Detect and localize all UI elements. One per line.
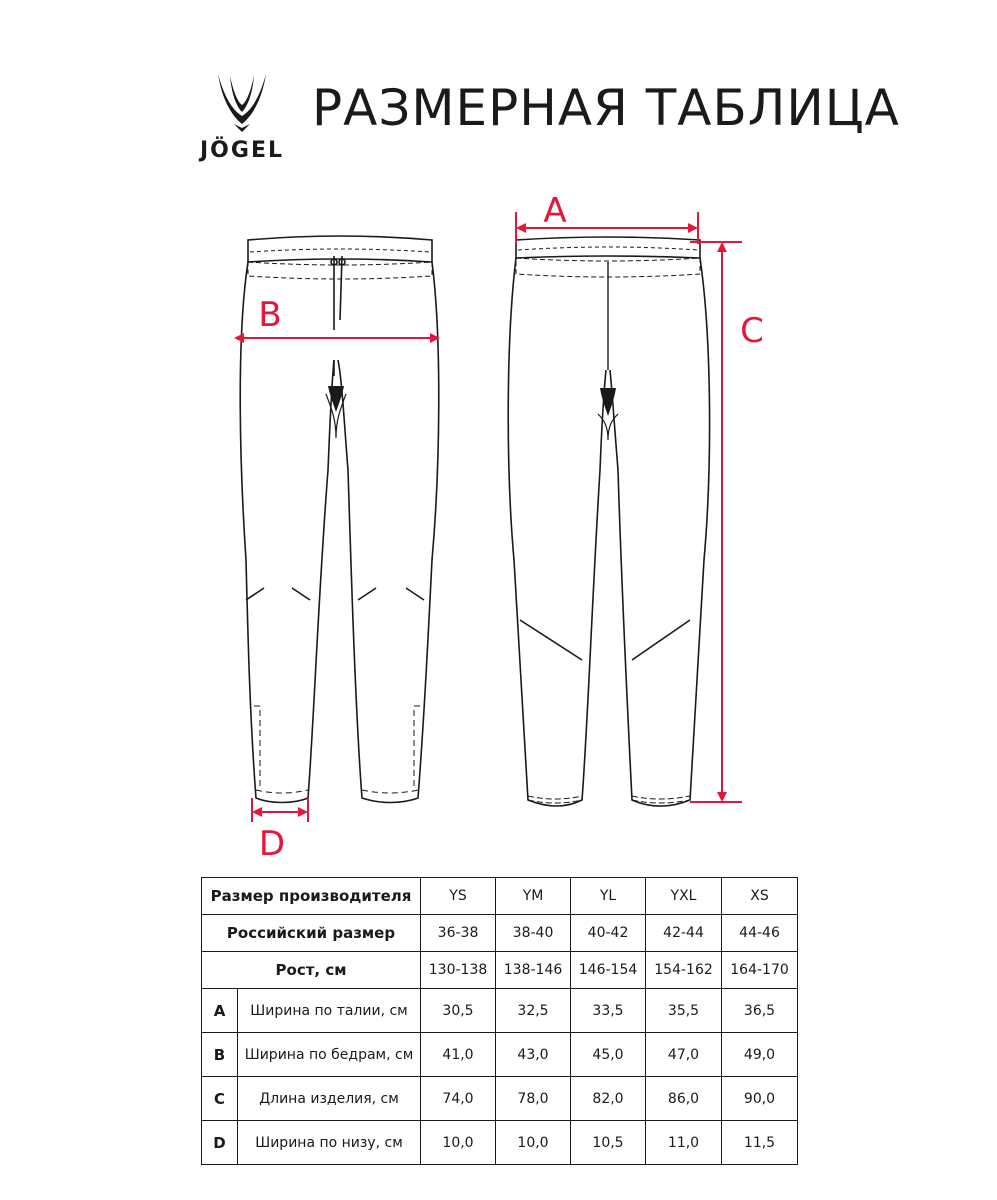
size-cell: YL [571,878,646,915]
height-cell: 146-154 [571,952,646,989]
height-cell: 164-170 [722,952,798,989]
row-letter: C [202,1077,238,1121]
value-cell: 11,5 [722,1121,798,1165]
label-d: D [258,824,286,864]
value-cell: 30,5 [421,989,496,1033]
label-a: A [543,191,567,231]
height-cell: 130-138 [421,952,496,989]
value-cell: 82,0 [571,1077,646,1121]
pants-diagram [0,180,997,870]
ru-size-cell: 42-44 [646,915,722,952]
size-cell: XS [722,878,798,915]
value-cell: 10,5 [571,1121,646,1165]
value-cell: 33,5 [571,989,646,1033]
ru-size-row [202,915,798,952]
value-cell: 11,0 [646,1121,722,1165]
value-cell: 43,0 [496,1033,571,1077]
ru-size-cell: 36-38 [421,915,496,952]
dimension-markers [234,212,742,822]
row-letter: D [202,1121,238,1165]
row-label: Ширина по бедрам, см [238,1033,421,1077]
header-label: Размер производителя [202,878,421,915]
value-cell: 35,5 [646,989,722,1033]
table-row [202,1121,798,1165]
value-cell: 10,0 [421,1121,496,1165]
value-cell: 49,0 [722,1033,798,1077]
value-cell: 41,0 [421,1033,496,1077]
height-cell: 138-146 [496,952,571,989]
value-cell: 74,0 [421,1077,496,1121]
row-label: Ширина по талии, см [238,989,421,1033]
ru-size-cell: 38-40 [496,915,571,952]
size-cell: YXL [646,878,722,915]
value-cell: 32,5 [496,989,571,1033]
page-title: РАЗМЕРНАЯ ТАБЛИЦА [312,79,900,137]
brand-name: JÖGEL [200,138,284,163]
value-cell: 45,0 [571,1033,646,1077]
size-table [201,877,798,1165]
ru-size-cell: 44-46 [722,915,798,952]
row-letter: B [202,1033,238,1077]
row-letter: A [202,989,238,1033]
height-label: Рост, см [202,952,421,989]
row-label: Длина изделия, см [238,1077,421,1121]
value-cell: 10,0 [496,1121,571,1165]
value-cell: 86,0 [646,1077,722,1121]
table-row [202,989,798,1033]
table-row [202,1033,798,1077]
brand-logo [192,72,292,172]
label-c: C [740,311,764,351]
table-row [202,1077,798,1121]
logo-mark-icon [212,72,272,136]
ru-size-label: Российский размер [202,915,421,952]
pants-back-view [508,237,709,806]
size-cell: YS [421,878,496,915]
value-cell: 90,0 [722,1077,798,1121]
height-row [202,952,798,989]
value-cell: 78,0 [496,1077,571,1121]
table-header-row [202,878,798,915]
value-cell: 47,0 [646,1033,722,1077]
size-cell: YM [496,878,571,915]
ru-size-cell: 40-42 [571,915,646,952]
row-label: Ширина по низу, см [238,1121,421,1165]
value-cell: 36,5 [722,989,798,1033]
height-cell: 154-162 [646,952,722,989]
label-b: B [258,295,282,335]
